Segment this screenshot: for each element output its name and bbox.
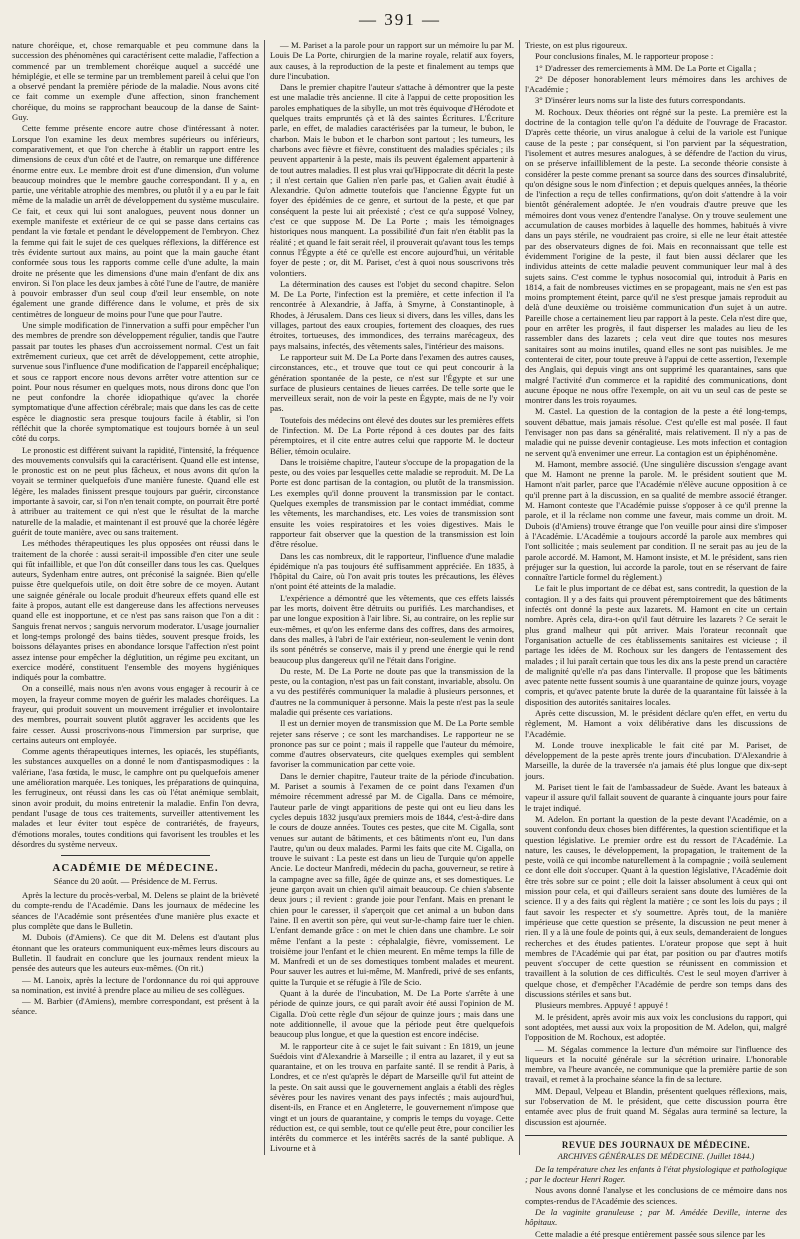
paragraph: Cette femme présente encore autre chose d'intéressant à noter. Lorsque l'on examine les deux membres supérieurs ou inférieurs, comparativement, et que l'on cherche à établir un rapport entre les dimensions de ceux d'un côté et de l'autre, on remarque une différence énorme entre eux. Le membre droit est d'une dimension, d'un volume beaucoup moindres que le membre gauche correspondant. Il y a, en partie, une véritable atrophie des membres, ou plutôt il y a eu par le fait même de la maladie un arrêt de développement du système musculaire. Ce fait, et ceux qui lui sont analogues, peuvent nous donner un exemple manifeste et extérieur de ce qui se passe dans certains cas pendant la vie fœtale et pendant le développement de l'embryon. Chez la femme qui fait le sujet de ces quelques réflexions, la différence est très évidente surtout aux mains, au point que la main gauche étant conformée sous tous les rapports comme celle d'une adulte, la main droite ne présente que les dimensions d'une main d'enfant de dix ans environ. Si l'on place les deux jambes à côté l'une de l'autre, de manière à pouvoir embrasser d'un seul coup d'œil leur ensemble, on note également une grande différence dans le volume, et près de six centimètres de longueur de moins pour l'une que pour l'autre. bbox=[12, 123, 259, 319]
paragraph: — M. Barbier (d'Amiens), membre correspondant, est présent à la séance. bbox=[12, 996, 259, 1017]
paragraph: Le rapporteur suit M. De La Porte dans l'examen des autres causes, circonstances, etc., et trouve que tout ce qui peut concourir à la génération spontanée de la peste, ce n'est sur l'Égypte et sur une surface de plusieurs centaines de lieues carrées. De telle sorte que le merveilleux serait, non de voir la peste en Égypte, mais de ne l'y voir pas. bbox=[270, 351, 514, 414]
columns bbox=[12, 40, 790, 1239]
column-3 bbox=[525, 40, 787, 1239]
paragraph: — M. Lanoix, après la lecture de l'ordonnance du roi qui approuve sa nomination, est invité à prendre place au milieu de ses collègues. bbox=[12, 974, 259, 995]
paragraph: Dans le premier chapitre l'auteur s'attache à démontrer que la peste est une maladie très ancienne. Il cite à l'appui de cette proposition les paroles emphatiques de la sibylle, un mot très équivoque d'Hérodote et quelques traits empruntés çà et là des saintes Écritures. L'Écriture parle, en effet, de maladies caractérisées par la tumeur, le bubon, le charbon. Mais le bubon et le charbon sont partout ; les tumeurs, les charbons avec fièvre et fièvre, constituent des maladies spéciales ; ils peuvent appartenir à la peste, mais ils peuvent également appartenir à de tout autres maladies. Il est plus vrai qu'Hippocrate dit décrit la peste ; il n'est certain que Galien n'en parle pas, et Galien avait étudié à Alexandrie. Qu'on admette toutefois que l'ancienne Égypte fut un foyer des épidémies de ce genre, et surtout de la peste, et que par conséquent la peste lui ait préexisté ; c'est ce qu'a supposé Volney, c'est ce que suppose M. De La Porte ; mais les témoignages historiques nous manquent. La possibilité d'un fait n'en établit pas la réalité ; et quand le fait serait réel, il prouverait qu'avant tous les temps connus l'Égypte a été ce qu'elle est encore aujourd'hui, un véritable foyer de peste ; or, dit M. Pariset, c'est à quoi nous souscrivons très volontiers. bbox=[270, 82, 514, 278]
paragraph: L'expérience a démontré que les vêtements, que ces effets laissés par les morts, doivent être détruits ou purifiés. Les marchandises, et par une longue exposition à l'air libre. Si, au contraire, on les replie sur eux-mêmes, et qu'on les enferme dans des coffres, dans des armoires, dans des malles, à l'abri de l'air extérieur, non-seulement le venin dont ils sont pénétrés se conserve, mais il y prend une énergie qui le rend beaucoup plus dangereux qu'il ne l'était dans l'origine. bbox=[270, 592, 514, 665]
page-header bbox=[0, 10, 800, 30]
section-divider bbox=[525, 1135, 787, 1136]
paragraph: M. le président, après avoir mis aux voix les conclusions du rapport, qui sont adoptées, met aussi aux voix la proposition de M. Adelon, qui, malgré l'opposition de M. Rochoux, est adoptée. bbox=[525, 1011, 787, 1043]
paragraph: MM. Depaul, Velpeau et Blandin, présentent quelques réflexions, mais, sur l'observation de M. le président, que cette discussion pourra être entamée avec plus de fruit quand M. Ségalas aura terminé sa lecture, la discussion est ajournée. bbox=[525, 1085, 787, 1127]
paragraph: Les méthodes thérapeutiques les plus opposées ont réussi dans le traitement de la chorée : aussi serait-il impossible d'en citer une seule qui fût infaillible, et que l'on dût conseiller dans tous les cas. Quelques auteurs, Sydenham entre autres, ont préconisé la saignée. Bien qu'elle puisse être quelquefois utile, on doit être sobre de ce moyen. Autant une saignée générale ou locale produit d'heureux effets quand elle est faite à propos, autant elle est dangereuse dans les affections nerveuses quand elle est inopportune, et ce n'est pas sans raison que l'on a dit : Sanguis frenat nervos ; sanguis nervorum moderator. L'usage journalier et long-temps prolongé des bains tièdes, souvent presque froids, les boissons délayantes prises en abondance lorsque l'affection n'est point assez intense pour empêcher la déglutition, un régime peu excitant, un exercice modéré, constituent l'ensemble des moyens hygiéniques indiqués pour la combattre. bbox=[12, 538, 259, 683]
paragraph: M. Hamont, membre associé. (Une singulière discussion s'engage avant que M. Hamont ne prenne la parole. M. le président soutient que M. Hamont n'ait parler, parce que l'Académie n'élève aucune opposition à ce qu'il prenne part à la discussion, en sa qualité de membre associé étranger. M. Hamont conteste que l'Académie puisse s'opposer à ce qu'il prenne la parole, et il la réclame non comme une faveur, mais comme un droit. M. Dubois (d'Amiens) trouve étrange que l'on veuille pour ainsi dire s'imposer à l'Académie. L'Académie a toujours accordé la parole aux membres qui l'ont sollicitée ; mais seulement par condition. Il ne serait pas au jeu de la parole accordé. M. Hamont, M. Hamont insiste, et M. le président, sans rien préjuger sur la question, lui accorde la parole, tout en se réservant de faire connaître l'article formel du règlement.) bbox=[525, 458, 787, 583]
paragraph: Toutefois des médecins ont élevé des doutes sur les premières effets de l'infection. M. De La Porte répond à ces doutes par des faits péremptoires, et il cite entre autres celui que rapporte M. le docteur Bélier, témoin oculaire. bbox=[270, 414, 514, 456]
paragraph: Comme agents thérapeutiques internes, les opiacés, les stupéfiants, les substances auxquelles on a donné le nom d'antispasmodiques : la valériane, l'asa fœtida, le musc, le camphre ont pu quelquefois amener une amélioration marquée. Les toniques, les préparations de quinquina, les ferrugineux, ont réussi dans les cas où l'état anémique semblait, sinon avoir produit, du moins entretenir la maladie. Enfin l'on devra, pendant l'usage de tous ces traitements, surveiller attentivement les malades et leur éviter tout espèce de contrariétés, de frayeurs, d'émotions morales, toutes conditions qui favorisent les troubles et les désordres du système nerveux. bbox=[12, 746, 259, 849]
paragraph: Pour conclusions finales, M. le rapporteur propose : bbox=[535, 51, 714, 62]
paragraph: Une simple modification de l'innervation a suffi pour empêcher l'un des membres de prendre son développement régulier, tandis que l'autre passait par toutes les phases d'un accroissement normal. C'est un fait extrêmement curieux, que cet arrêt de développement, cette atrophie, survenue sous l'influence d'une modification de l'appareil encéphalique; et sous ce rapport encore nous devons arrêter votre attention sur ce point. Pour nous résumer en quelques mots, nous dirons donc que l'on ne peut confondre la chorée idiopathique qu'avec la chorée symptomatique d'une affection cérébrale; mais que dans les cas de cette espèce le diagnostic sera presque toujours facile à établir, si l'on réfléchit que la chorée symptomatique est toujours bornée à un seul côté du corps. bbox=[12, 320, 259, 444]
academy-session: Séance du 20 août. — Présidence de M. Ferrus. bbox=[53, 876, 218, 887]
article-title: De la vaginite granuleuse ; par M. Amédée Deville, interne des hôpitaux. bbox=[525, 1207, 787, 1228]
paragraph: La détermination des causes est l'objet du second chapitre. Selon M. De La Porte, l'infection est la première, et cette infection il l'a rencontrée à Alexandrie, à Jaffa, à Smyrne, à Constantinople, à Rhodes, à Jérusalem. Dans ces lieux si divers, dans les villes, dans les villages, partout des eaux croupies, fortement des cloaques, des rues étroites, tortueuses, des immondices, des terrains marécageux, des pays malsains, infectés, des vêtements sales, l'intérieur des maisons. bbox=[270, 278, 514, 351]
paragraph: M. Castel. La question de la contagion de la peste a été long-temps, souvent débattue, mais jamais résolue. C'est qu'elle est mal posée. Il faut l'envisager non pas dans sa généralité, mais relativement. Il n'y a pas de maladie qui ne puisse devenir contagieuse. Les mots infection et contagion ne servent qu'à envenimer une erreur. La contagion est un épiphénomène. bbox=[525, 406, 787, 458]
paragraph: Le pronostic est différent suivant la rapidité, l'intensité, la fréquence des mouvements convulsifs qui la caractérisent. Quand elle est intense, le pronostic est on ne peut plus fâcheux, et nous avons dit qu'on la voyait se terminer quelquefois d'une manière funeste. Quand elle est légère, les malades finissent presque toujours par guérir, circonstance importante à savoir, car, si l'on n'en tenait compte, on pourrait être porté à attribuer au traitement ce qui n'est que le résultat de la marche naturelle de la maladie, et maintenant il est prouvé que la chorée légère guérit de toute manière, avec ou sans traitement. bbox=[12, 444, 260, 537]
paragraph: Après cette discussion, M. le président déclare qu'en effet, en vertu du règlement, M. Hamont a voix délibérative dans les discussions de l'Académie. bbox=[525, 708, 787, 739]
paragraph: nature choréique, et, chose remarquable et peu commune dans la succession des phénomènes qui caractérisent cette maladie, l'affection a commencé par un tremblement choréique auquel a succédé une hémiplégie, et elle se termine par un tremblement pareil à celui que l'on a observé pendant la première période de la maladie. Nous avons cité ce fait comme un exemple d'une affection, sinon franchement choréique, du moins se rapprochant beaucoup de la danse de Saint-Guy. bbox=[12, 40, 259, 123]
paragraph: Il est un dernier moyen de transmission que M. De La Porte semble rejeter sans réserve ; ce sont les marchandises. Le rapporteur ne se prononce pas sur ce point ; mais il rappelle que l'auteur du mémoire, comme d'autres observateurs, cite quelques exemples qui semblent favoriser la communication par cette voie. bbox=[270, 718, 514, 770]
paragraph: 2° De déposer honorablement leurs mémoires dans les archives de l'Académie ; bbox=[525, 73, 787, 95]
paragraph: — M. Ségalas commence la lecture d'un mémoire sur l'influence des liqueurs et la nocuité générale sur la sécrétion urinaire. L'honorable membre, va l'heure avancée, ne communique que la première partie de son travail, et remet à la prochaine séance la fin de sa lecture. bbox=[525, 1043, 787, 1085]
paragraph: Dans le troisième chapitre, l'auteur s'occupe de la propagation de la peste, ou des voies par lesquelles cette maladie se reproduit. M. De La Porte est donc partisan de la contagion, ou plutôt de la transmission. Les exemples qu'il donne prouvent la transmission par le contact. Quelques exemples de transmission par le contact immédiat, comme les vêtements, les marchandises, etc. Les voies de transmission sont ensuite les voies respiratoires et les voies digestives. Mais le rapporteur fait observer que la question de la transmission est loin d'être résolue. bbox=[270, 456, 514, 550]
review-section-title: REVUE DES JOURNAUX DE MÉDECINE. bbox=[561, 1139, 751, 1150]
paragraph: M. Londe trouve inexplicable le fait cité par M. Pariset, de développement de la peste après trente jours d'incubation. D'Alexandrie à Marseille, la durée de la traversée n'a jamais été plus longue que dix-sept jours. bbox=[525, 739, 787, 781]
paragraph: M. Pariset tient le fait de l'ambassadeur de Suède. Avant les bateaux à vapeur il assure qu'il fallait souvent de quarante à cinquante jours pour faire le trajet indiqué. bbox=[525, 782, 787, 813]
column-divider bbox=[519, 40, 520, 1155]
paragraph: M. Dubois (d'Amiens). Ce que dit M. Delens est d'autant plus étonnant que les orateurs communiquent eux-mêmes leurs discours au Bulletin. Il faudrait en conclure que les journaux rendent mieux la pensée des auteurs que les auteurs eux-mêmes. (On rit.) bbox=[12, 932, 259, 974]
review-archives-heading: ARCHIVES GÉNÉRALES DE MÉDECINE. (Juillet 1844.) bbox=[557, 1151, 755, 1161]
paragraph: Dans le dernier chapitre, l'auteur traite de la période d'incubation. M. Pariset a soumis à l'examen de ce point dans l'examen d'un mémoire récemment adressé par M. de Cigalla. Dans ce mémoire, l'auteur parle de vingt apparitions de peste qui ont eu lieu dans les cycles depuis 1832 jusqu'aux premiers mois de 1844, c'est-à-dire dans le cours de douze années. Toutes ces pestes, que cite M. Cigalla, sont venues sur autant de bâtiments, et ces bâtiments n'ont eu, l'un dans l'autre, qu'un ou deux malades. Parmi les faits que cite M. Cigalla, on trouve le suivant : La peste est dans un lieu de Turquie qu'on appelle Ancie. Le docteur Manfredi, médecin du pacha, gouverneur, se retire à la campagne avec sa fille, âgée de quinze ans, et ses domestiques. Le jeune garçon avait un chien qu'il aimait beaucoup. Ce chien s'absente deux jours ; il revient : grande joie pour l'enfant. Mais en prenant le chien pour le caresser, il s'aperçoit que cet animal a un bubon dans l'aine. Il en avertit son père, qui veut sur-le-champ faire tuer le chien. L'enfant demande grâce : on met le chien dans une chambre. Le soir même l'enfant a la peste : céphalalgie, fièvre, vomissement. Le troisième jour l'enfant et le chien meurent. En même temps la fille de M. Manfredi et un de ses domestiques tombent malades et meurent. Pour sauver les autres et lui-même, M. Manfredi, privé de ses enfants, quitte la Turquie et se réfugie à l'île de Scio. bbox=[270, 770, 514, 987]
paragraph: Quant à la durée de l'incubation, M. De La Porte s'arrête à une période de quinze jours, ce qui paraît avoir été aussi l'opinion de M. Cigalla. D'où cette règle d'un séjour de quinze jours ; mais dans une note additionnelle, il avoue que la période peut être quelquefois beaucoup plus longue, et que la question est encore indécise. bbox=[270, 988, 514, 1040]
paragraph: Nous avons donné l'analyse et les conclusions de ce mémoire dans nos comptes-rendus de l'Académie des sciences. bbox=[525, 1185, 787, 1206]
column-divider bbox=[264, 40, 265, 1155]
paragraph: Du reste, M. De La Porte ne doute pas que la transmission de la peste, ou la contagion, n'est pas un fait constant, invariable, absolu. On a vu des pestiférés communiquer la maladie à plusieurs personnes, et d'autres ne la communiquer à personne. Mais la peste n'est pas la seule maladie qui présente ces variations. bbox=[270, 665, 514, 717]
paragraph: 3° D'insérer leurs noms sur la liste des futurs correspondants. bbox=[535, 95, 746, 106]
paragraph: M. Adelon. En portant la question de la peste devant l'Académie, on a souvent confondu deux choses bien différentes, la question scientifique et la question législative. Le premier ordre est du ressort de l'Académie. La nature, les causes, le développement, la propagation, le traitement de la peste, voilà ce qui incombe naturellement à la compagnie ; voilà seulement ce dont elle doit s'occuper. Quant à la question législative, l'Académie doit être très sobre sur ce point ; elle doit la laisser absolument à ceux qui ont mission pour cela, et qui d'ailleurs seraient sans doute des lumières de la science. Il y a des faits qui règlent la matière ; ce sont les lois du pays ; il faut savoir les respecter et s'y soumettre. Après tout, de la manière impérieuse que cette question se présente, la discussion ne peut mener à rien. Il y a là une foule de points qui, à eux seuls, demanderaient de longues recherches et des études patientes. L'orateur propose que sept à huit membres de l'Académie qui par état, par position ou par d'autres motifs peuvent s'occuper de cette question se réunissent en commission et travaillent à la solution de ces difficultés. C'est le seul moyen d'arriver à quelque chose, et d'empêcher l'Académie de perdre son temps dans des discussions stériles et sans but. bbox=[525, 813, 787, 1000]
paragraph: Après la lecture du procès-verbal, M. Delens se plaint de la brièveté du compte-rendu de l'Académie. Dans les journaux de médecine les séances de l'Académie sont présentées d'une manière plus exacte et plus complète que dans le Bulletin. bbox=[12, 890, 259, 932]
paragraph: — M. Pariset a la parole pour un rapport sur un mémoire lu par M. Louis De La Porte, chirurgien de la marine royale, relatif aux foyers, aux causes, à la reproduction de la peste et finalement au temps que dure l'incubation. bbox=[270, 40, 514, 81]
page-number: — 391 — bbox=[359, 10, 441, 29]
paragraph: M. Rochoux. Deux théories ont régné sur la peste. La première est la doctrine de la contagion telle qu'on l'a déduite de l'ouvrage de Fracastor. D'après cette théorie, un virus analogue à celui de la variole est l'unique cause de la peste ; par conséquent, si l'on parvient par la séquestration, l'isolement et autres mesures analogues, à se défendre de l'action du virus, on se préserve infailliblement de la peste. La seconde théorie consiste à considérer la peste comme prenant sa source dans des sources d'insalubrité, qu'on désigne sous le nom d'infection ; et depuis quelques années, la théorie de l'infection a reçu de telles confirmations, qu'on doit s'attendre à la voir bientôt généralement adoptée. Je n'en voudrais d'autre preuve que les mémoires dont vous venez d'entendre l'analyse. On y trouve seulement une accumulation de causes morbides à laquelle des hommes, habitués à vivre dans un pays stérile, ne voudraient pas croire, si elle ne leur était attestée par des observateurs dignes de foi. Mais en reconnaissant que telle est évidemment l'origine de la peste, il faut bien aussi déclarer que les individus atteints de cette maladie peuvent communiquer leur mal à des sujets sains. C'est comme le typhus nosocomial qui, introduit à Paris en 1814, a fait de nombreuses victimes en se propageant, mais ne s'en est pas moins promptement éteint, parce qu'il ne s'est presque jamais reproduit au delà d'une deuxième ou troisième communication d'un sujet à un autre. Pareille chose a certainement lieu par rapport à la peste. Cela n'est dire que, pour en arrêter les progrès, il faut disperser les malades au lieu de les rassembler dans des lazarets ; cela veut dire que toutes nos mesures sanitaires sont au moins inutiles, quand elles ne sont pas nuisibles. Je me contenterai de citer, pour toute preuve à l'appui de cette assertion, l'exemple des Anglais, qui depuis vingt ans ont supprimé les quarantaines, sans que malgré l'activité d'un commerce et la rapidité des communications, dont aucune époque ne nous offre l'exemple, on ait vu un seul cas de peste se montrer dans les trois royaumes. bbox=[525, 106, 787, 406]
paragraph: M. le rapporteur cite à ce sujet le fait suivant : En 1819, un jeune Suédois vint d'Alexandrie à Marseille ; il entra au lazaret, il y eut sa quarantaine, et on les trouva en parfaite santé. Il se rendit à Paris, à Londres, et ce n'est qu'après le départ de Marseille qu'il fut atteint de la peste. On sait aussi que le gouvernement anglais a établi des règles sévères pour les navires venant des pays infectés ; mais aujourd'hui, disent-ils, en France et en Angleterre, le gouvernement n'impose que vingt et un jours de quarantaine, y compris le temps du voyage. Cette réduction est, ce qui semble, tout ce qu'elle peut être, pour concilier les intérêts du commerce et les intérêts sacrés de la santé publique. A Livourne et à bbox=[270, 1040, 514, 1154]
section-divider bbox=[61, 855, 209, 856]
paragraph: Trieste, on est plus rigoureux. bbox=[525, 40, 628, 50]
paragraph: Dans les cas nombreux, dit le rapporteur, l'influence d'une maladie épidémique n'a pas toujours été suffisamment appréciée. En 1835, à l'hôpital du Caire, où l'on avait pris toutes les précautions, les élèves n'ont point été atteints de la maladie. bbox=[270, 550, 514, 592]
academy-section-title: ACADÉMIE DE MÉDECINE. bbox=[52, 862, 219, 875]
paragraph: Plusieurs membres. Appuyé ! appuyé ! bbox=[535, 1000, 669, 1011]
paragraph: Cette maladie a été presque entièrement passée sous silence par les bbox=[535, 1228, 766, 1239]
article-title: De la température chez les enfants à l'état physiologique et pathologique ; par le docteur Henri Roger. bbox=[525, 1163, 787, 1185]
paragraph: 1° D'adresser des remerciements à MM. De La Porte et Cigalla ; bbox=[535, 62, 757, 73]
column-2 bbox=[270, 40, 514, 1155]
column-1 bbox=[12, 40, 259, 1155]
paragraph: Le fait le plus important de ce débat est, sans contredit, la question de la contagion. Il y a des faits qui prouvent péremptoirement que des bâtiments infectés ont donné la peste aux lazarets. M. Hamont en cite un certain nombre. Après cela, dira-t-on qu'il faut détruire les lazarets ? Ce serait le plus grand malheur qui pût arriver. Mais l'orateur reconnaît que l'organisation actuelle de ces établissements sanitaires est vicieuse ; il partage les idées de M. Rochoux sur les dangers de l'entassement des malades ; il lui paraît certain que tous les dix ans la peste prend un caractère de malignité qu'elle n'a pas dans l'intervalle. Il propose que les bâtiments avec patente nette fussent soumis à une quarantaine de quinze jours, voyage compris, et qu'avec patente brute la durée de la quarantaine fût laissée à la disposition des autorités sanitaires locales. bbox=[525, 583, 787, 707]
paragraph: On a conseillé, mais nous n'en avons vous engager à recourir à ce moyen, la frayeur comme moyen de guérir les malades choréiques. La frayeur, qui produit souvent un mouvement irrégulier et involontaire des membres, pourrait souvent plutôt aggraver les accidents que les faire cesser. Aussi proscrivons-nous l'immersion par surprise, que certains auteurs ont employée. bbox=[12, 683, 259, 745]
